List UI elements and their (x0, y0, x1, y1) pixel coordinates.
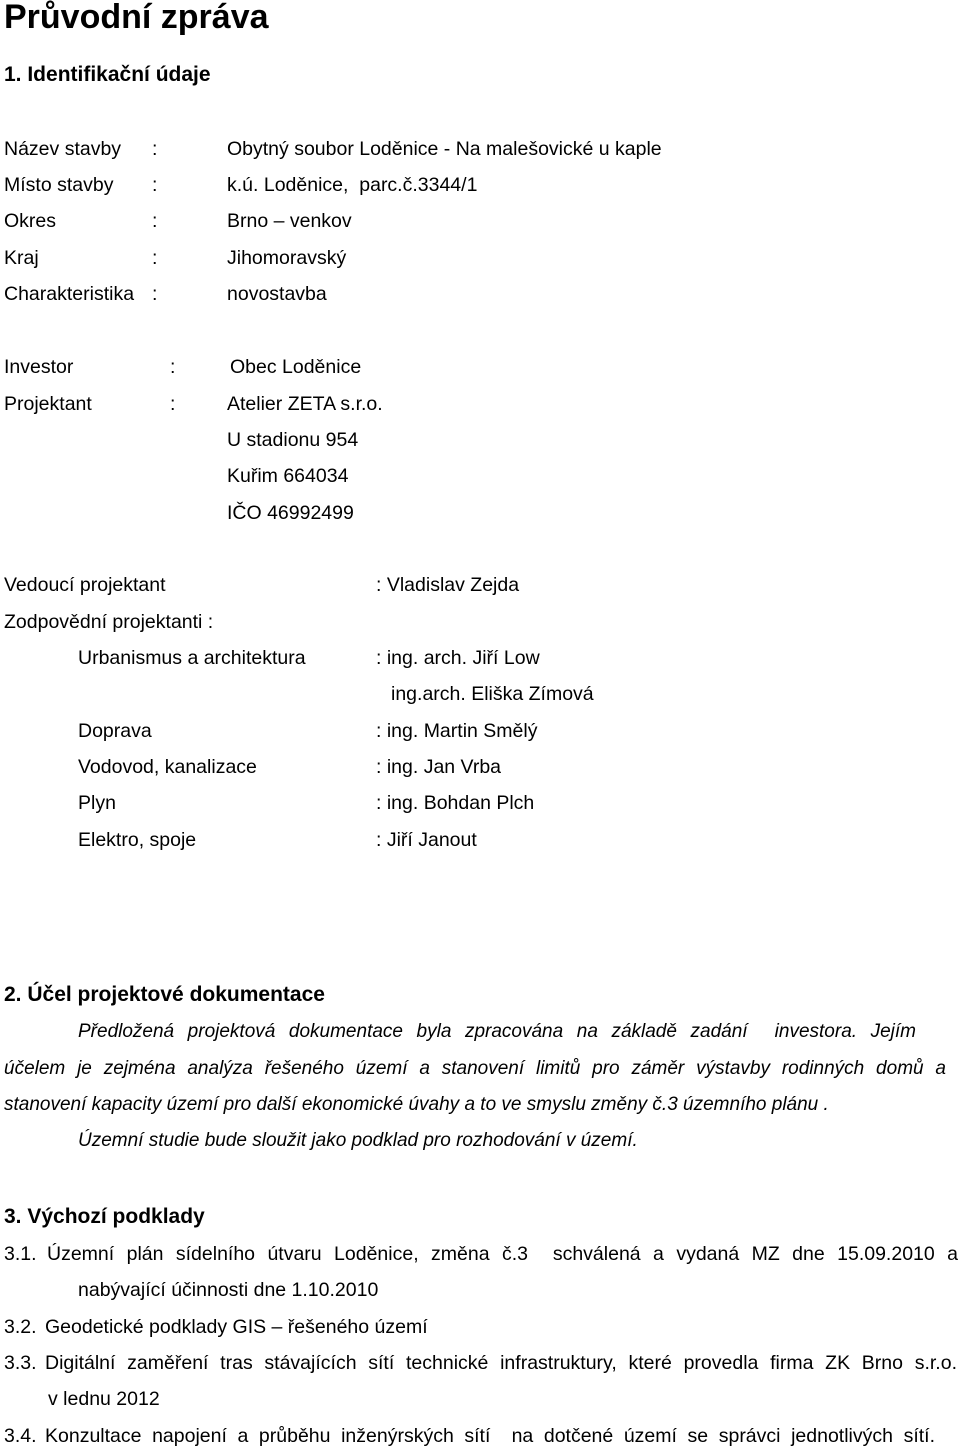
list-item-text: Geodetické podklady GIS – řešeného území (45, 1316, 428, 1338)
list-item-number: 3.2. (4, 1316, 37, 1338)
document-title: Průvodní zpráva (4, 0, 269, 36)
list-item-text: Digitální zaměření tras stávajících sítí technické infrastruktury, které provedla firma ZK Brno s.r.o. (45, 1352, 957, 1374)
list-item-number: 3.3. (4, 1352, 37, 1374)
id-sep: : (152, 247, 158, 269)
zodpovedni-person: ing.arch. Eliška Zímová (391, 683, 594, 705)
paragraph-line: Územní studie bude sloužit jako podklad pro rozhodování v území. (78, 1130, 638, 1151)
projektant-sep: : (170, 393, 176, 415)
list-item-text: nabývající účinnosti dne 1.10.2010 (78, 1279, 379, 1301)
id-label-kraj: Kraj (4, 247, 39, 269)
projektant-city: Kuřim 664034 (227, 465, 349, 487)
id-value-okres: Brno – venkov (227, 210, 352, 232)
zodpovedni-role: Plyn (78, 792, 116, 814)
projektant-company: Atelier ZETA s.r.o. (227, 393, 383, 415)
zodpovedni-role: Vodovod, kanalizace (78, 756, 257, 778)
id-label-charakteristika: Charakteristika (4, 283, 135, 305)
id-value-misto-stavby: k.ú. Loděnice, parc.č.3344/1 (227, 174, 478, 196)
id-value-kraj: Jihomoravský (227, 247, 347, 269)
list-item-text: Územní plán sídelního útvaru Loděnice, změna č.3 schválená a vydaná MZ dne 15.09.2010 a (47, 1243, 958, 1265)
zodpovedni-person: : ing. arch. Jiří Low (376, 647, 540, 669)
zodpovedni-person: : Jiří Janout (376, 829, 477, 851)
paragraph-line: Předložená projektová dokumentace byla zpracována na základě zadání investora. Jejím (78, 1021, 916, 1042)
list-item-text: v lednu 2012 (48, 1388, 160, 1410)
id-sep: : (152, 138, 158, 160)
investor-label: Investor (4, 356, 74, 378)
id-value-nazev-stavby: Obytný soubor Loděnice - Na malešovické u kaple (227, 138, 662, 160)
zodpovedni-person: : ing. Martin Smělý (376, 720, 538, 742)
paragraph-line: stanovení kapacity území pro další ekonomické úvahy a to ve smyslu změny č.3 územního plánu . (4, 1094, 829, 1115)
id-label-okres: Okres (4, 210, 57, 232)
section-2-heading: 2. Účel projektové dokumentace (4, 983, 325, 1006)
zodpovedni-role: Doprava (78, 720, 152, 742)
projektant-ico: IČO 46992499 (227, 502, 354, 524)
id-label-nazev-stavby: Název stavby (4, 138, 122, 160)
section-1-heading: 1. Identifikační údaje (4, 63, 211, 86)
zodpovedni-person: : ing. Bohdan Plch (376, 792, 535, 814)
projektant-label: Projektant (4, 393, 92, 415)
id-sep: : (152, 283, 158, 305)
zodpovedni-person: : ing. Jan Vrba (376, 756, 502, 778)
section-3-heading: 3. Výchozí podklady (4, 1205, 205, 1228)
investor-sep: : (170, 356, 176, 378)
zodpovedni-label: Zodpovědní projektanti : (4, 611, 214, 633)
zodpovedni-role: Urbanismus a architektura (78, 647, 306, 669)
id-sep: : (152, 210, 158, 232)
id-sep: : (152, 174, 158, 196)
paragraph-line: účelem je zejména analýza řešeného území a stanovení limitů pro záměr výstavby rodinných domů a (4, 1058, 946, 1079)
zodpovedni-role: Elektro, spoje (78, 829, 197, 851)
list-item-number: 3.1. (4, 1243, 37, 1265)
id-label-misto-stavby: Místo stavby (4, 174, 114, 196)
vedouci-value: : Vladislav Zejda (376, 574, 520, 596)
list-item-number: 3.4. (4, 1425, 37, 1447)
vedouci-label: Vedoucí projektant (4, 574, 166, 596)
projektant-street: U stadionu 954 (227, 429, 359, 451)
investor-value: Obec Loděnice (230, 356, 362, 378)
list-item-text: Konzultace napojení a průběhu inženýrských sítí na dotčené území se správci jednotlivých sítí. (45, 1425, 935, 1447)
id-value-charakteristika: novostavba (227, 283, 327, 305)
